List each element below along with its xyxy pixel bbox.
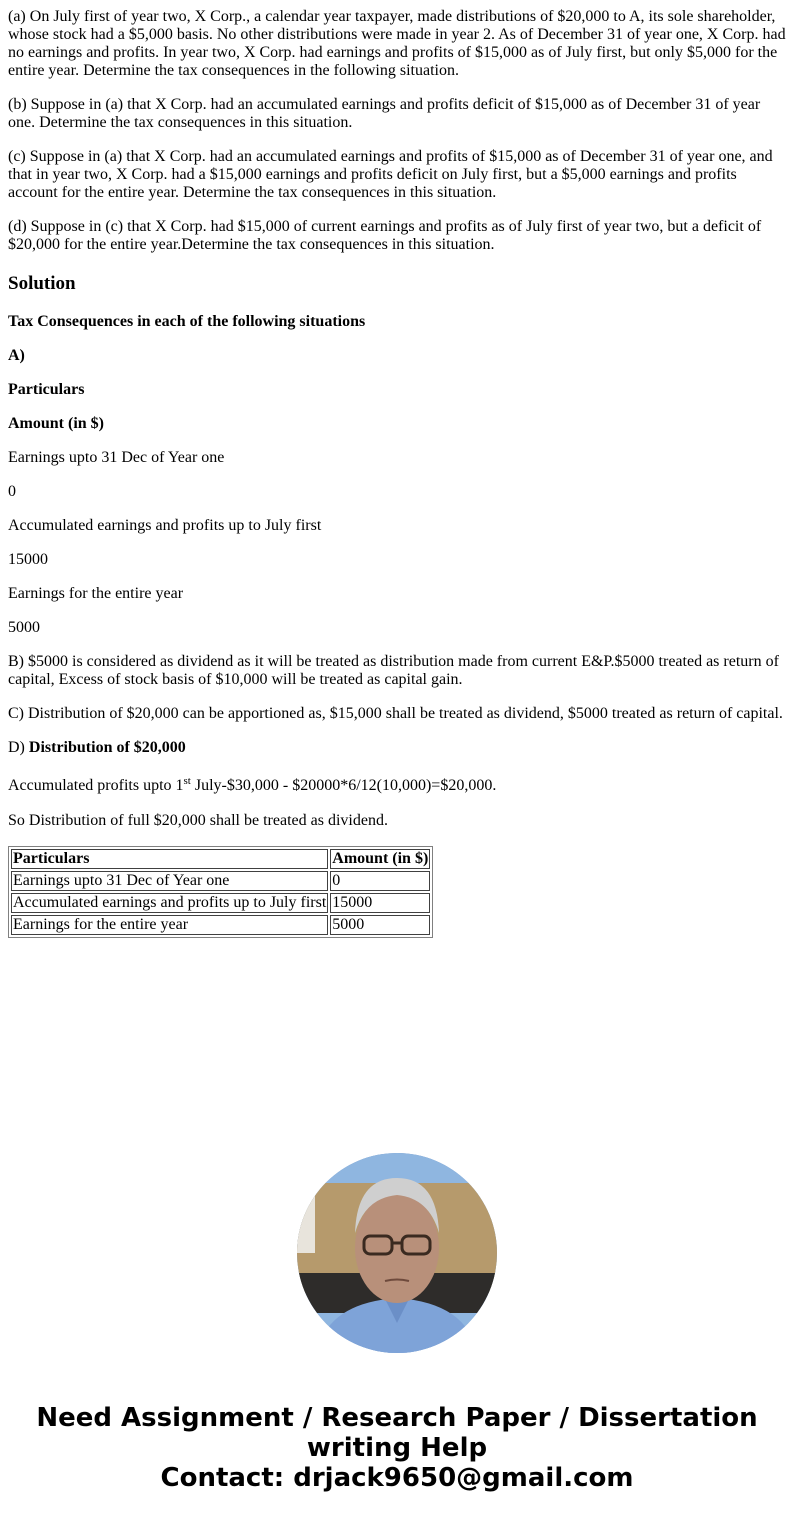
row-0-particular: Earnings upto 31 Dec of Year one [8,449,225,466]
row-2-amount: 5000 [8,619,40,636]
promo-banner [0,1403,794,1493]
table-row: Accumulated earnings and profits up to July first 15000 [11,893,430,913]
question-a: (a) On July first of year two, X Corp., a calendar year taxpayer, made distributions of $20,000 to A, its sole shareholder, whose stock had a $5,000 basis. No other distributions were made in year 2. As of December 31 of year one, X Corp. had no earnings and profits. In year two, X Corp. had earnings and profits of $15,000 as of July first, but only $5,000 for the entire year. Determine the tax consequences in the following situation. [8,8,786,79]
promo-contact: Contact: drjack9650@gmail.com [160,1463,634,1493]
row-1-particular: Accumulated earnings and profits up to July first [8,517,322,534]
solution-subheading: Tax Consequences in each of the following situations [8,313,366,330]
part-b-text: B) $5000 is considered as dividend as it will be treated as distribution made from current E&P.$5000 treated as return of capital, Excess of stock basis of $10,000 will be treated as capital gain. [8,653,779,688]
question-b: (b) Suppose in (a) that X Corp. had an accumulated earnings and profits deficit of $15,000 as of December 31 of year one. Determine the tax consequences in this situation. [8,96,761,131]
table-row: Earnings for the entire year 5000 [11,915,430,935]
particulars-label: Particulars [8,381,85,398]
accumulated-profits-text: Accumulated profits upto 1st July-$30,000 - $20000*6/12(10,000)=$20,000. [8,775,497,794]
row-2-particular: Earnings for the entire year [8,585,184,602]
amount-label: Amount (in $) [8,415,105,432]
summary-table [8,846,433,938]
question-c: (c) Suppose in (a) that X Corp. had an accumulated earnings and profits of $15,000 as of December 31 of year one, and that in year two, X Corp. had a $15,000 earnings and profits deficit on July first, but a $5,000 earnings and profits account for the entire year. Determine the tax consequences in this situation. [8,148,773,201]
part-d-bold: Distribution of $20,000 [28,739,186,756]
question-block [8,8,786,270]
row-0-amount: 0 [8,483,16,500]
header-particulars: Particulars [11,849,328,869]
part-a-label: A) [8,347,25,364]
table-row: Earnings upto 31 Dec of Year one 0 [11,871,430,891]
solution-heading: Solution [8,273,76,294]
table-header-row [11,849,430,869]
header-amount: Amount (in $) [332,850,429,867]
part-d-heading: D) Distribution of $20,000 [8,739,186,756]
part-c-text: C) Distribution of $20,000 can be apportioned as, $15,000 shall be treated as dividend, $5000 treated as return of capital. [8,705,783,722]
person-portrait-icon [297,1153,497,1353]
promo-line-2: writing Help [306,1433,488,1463]
row-1-amount: 15000 [8,551,48,568]
avatar [297,1153,497,1353]
conclusion-text: So Distribution of full $20,000 shall be treated as dividend. [8,812,388,829]
promo-line-1: Need Assignment / Research Paper / Dissertation [36,1403,758,1433]
question-d: (d) Suppose in (c) that X Corp. had $15,000 of current earnings and profits as of July first of year two, but a deficit of $20,000 for the entire year.Determine the tax consequences in this situation. [8,218,762,253]
